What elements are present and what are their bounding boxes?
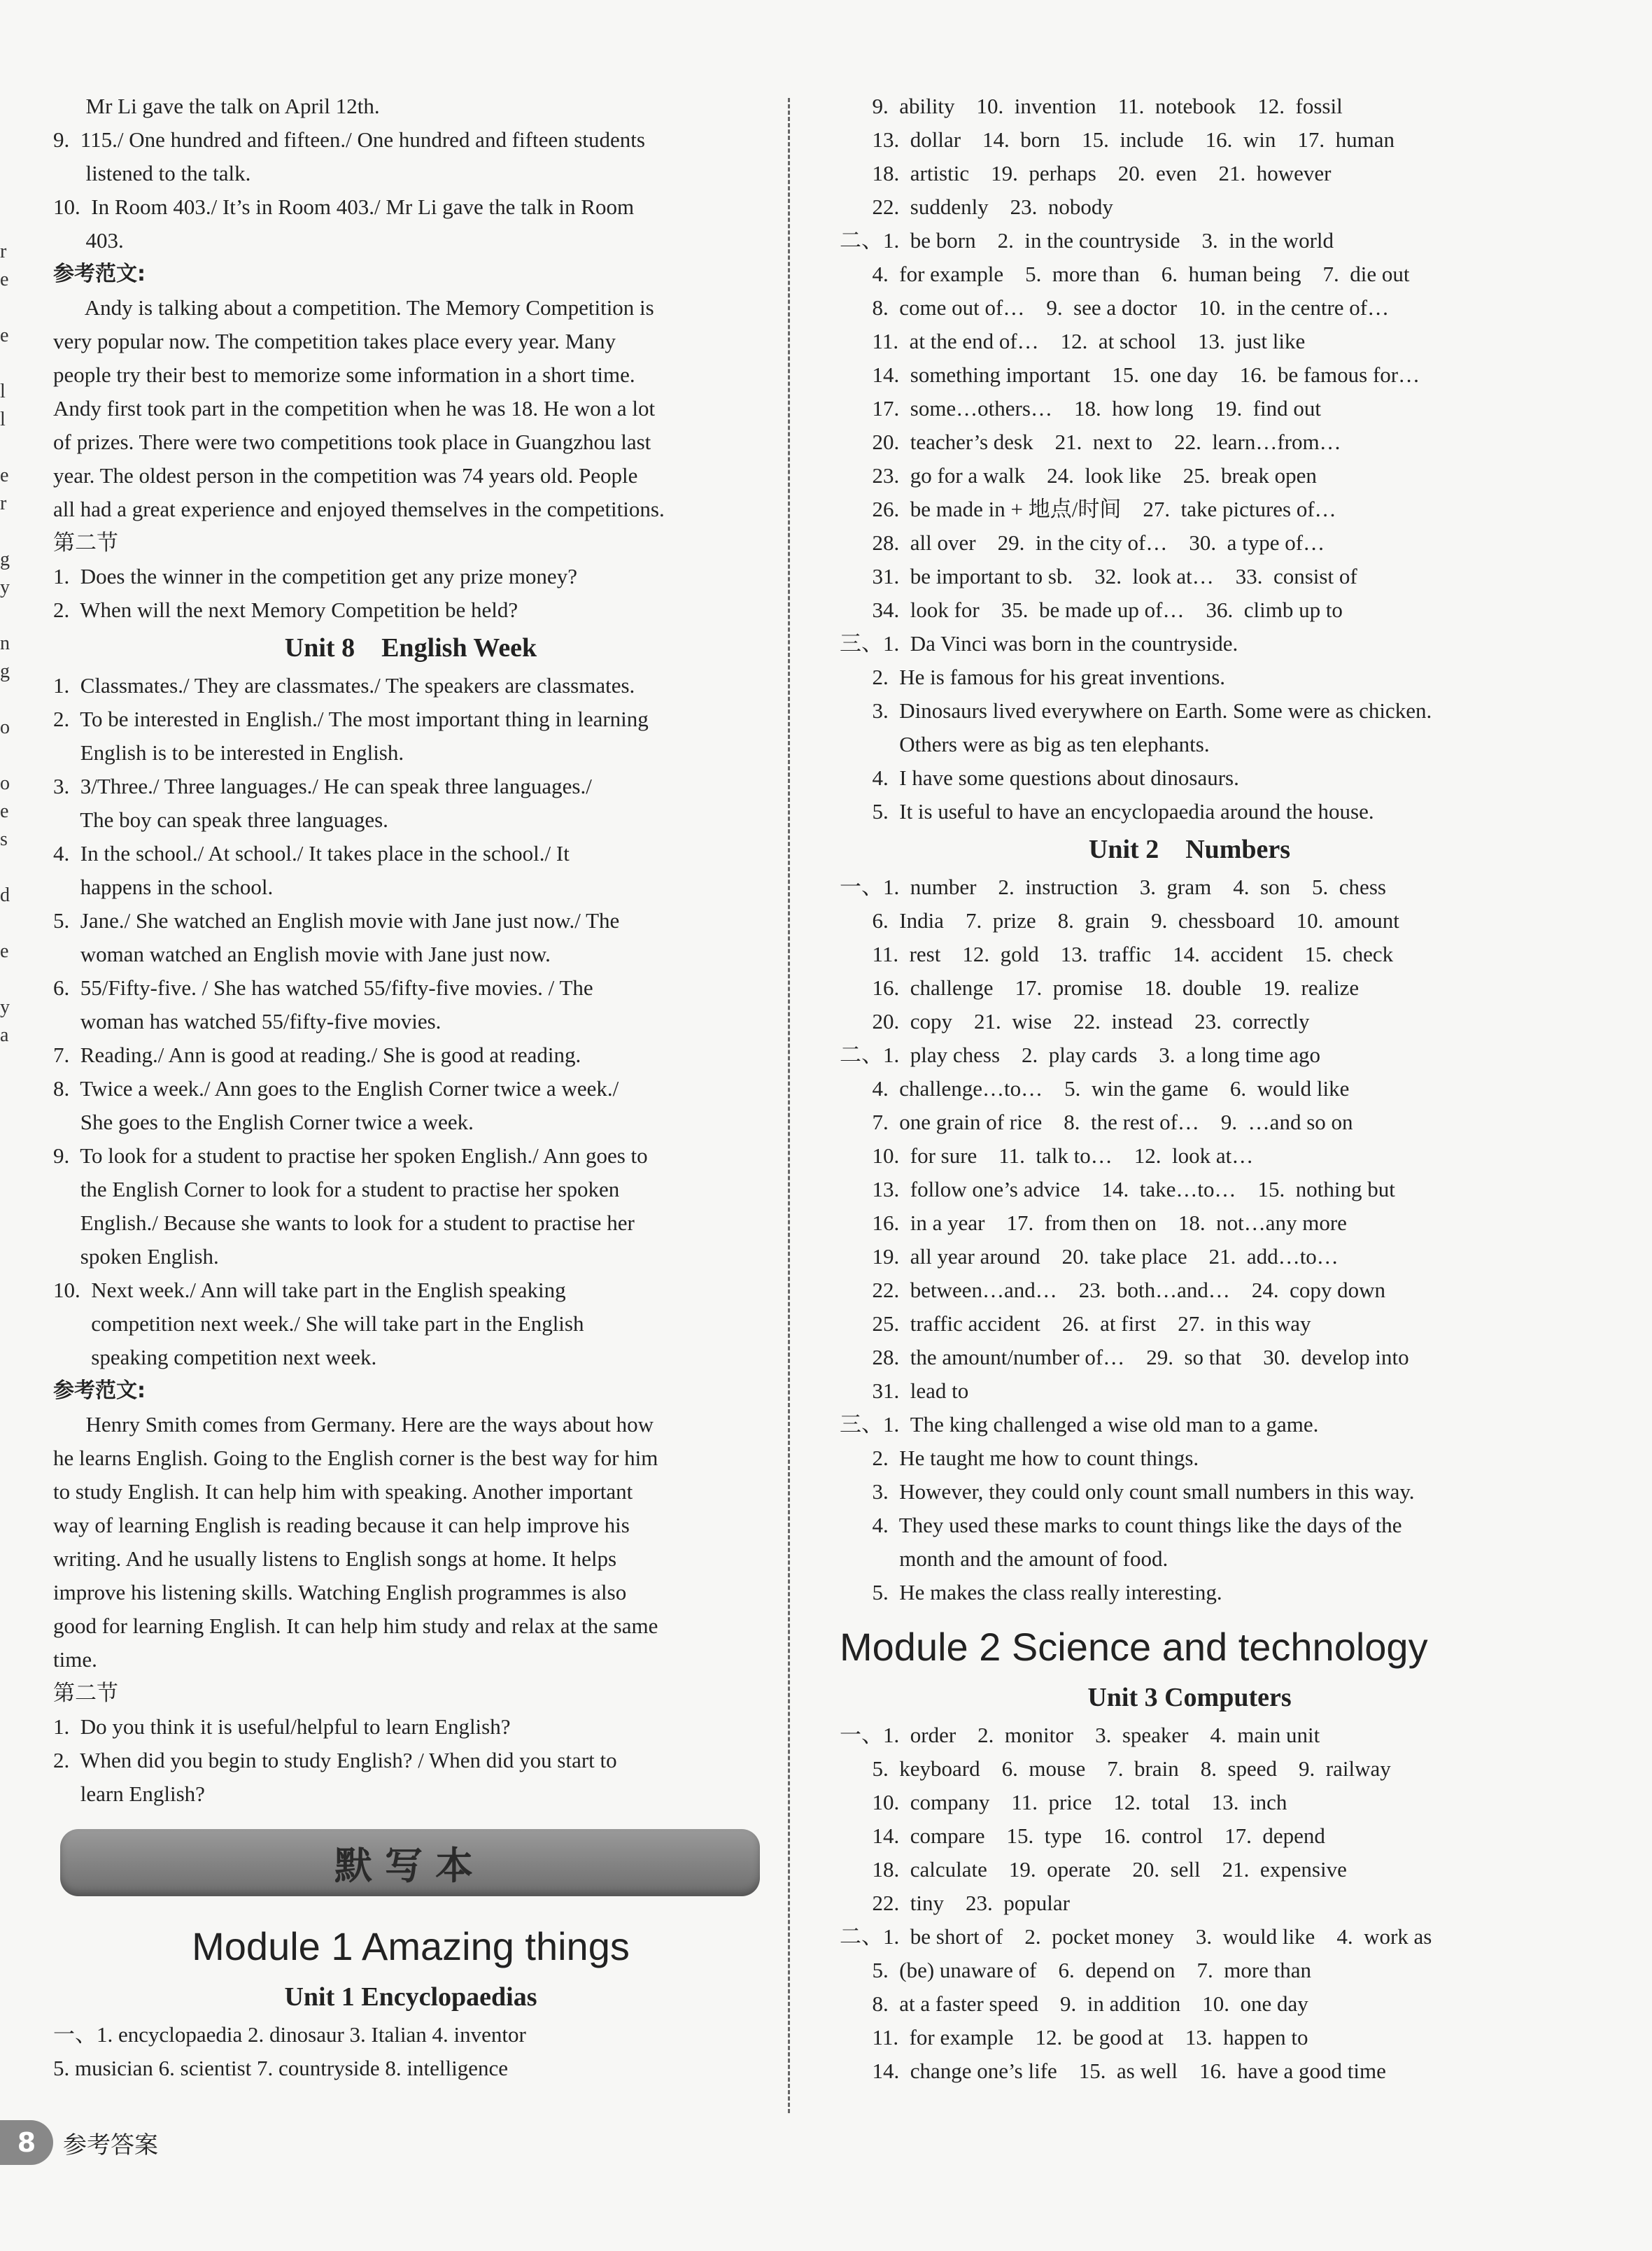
edge-letter: r xyxy=(0,493,7,514)
list-item: very popular now. The competition takes place every year. Many xyxy=(53,329,616,353)
edge-letter xyxy=(0,686,17,714)
list-item: listened to the talk. xyxy=(53,161,251,185)
right-column xyxy=(840,90,1539,2088)
list-item: people try their best to memorize some information in a short time. xyxy=(53,362,635,387)
list-item: 5. musician 6. scientist 7. countryside 8. intelligence xyxy=(53,2056,509,2080)
list-item: 13. follow one’s advice 14. take…to… 15. nothing but xyxy=(840,1177,1395,1201)
list-item: 三、1. Da Vinci was born in the countryside. xyxy=(840,631,1238,656)
list-item: 二、1. play chess 2. play cards 3. a long time ago xyxy=(840,1043,1321,1067)
right-answer-lines xyxy=(840,90,1539,1609)
list-item: year. The oldest person in the competition was 74 years old. People xyxy=(53,463,638,488)
left-column xyxy=(53,90,768,2085)
list-item: 20. teacher’s desk 21. next to 22. learn…from… xyxy=(840,430,1341,454)
list-item: 参考范文: xyxy=(53,262,146,286)
list-item: 7. Reading./ Ann is good at reading./ She is good at reading. xyxy=(53,1043,581,1067)
list-item: 5. (be) unaware of 6. depend on 7. more than xyxy=(840,1958,1312,1982)
edge-letter: y xyxy=(0,577,10,598)
page-footer xyxy=(0,2120,158,2165)
list-item: 16. challenge 17. promise 18. double 19. realize xyxy=(840,975,1360,1000)
unit-1-title: Unit 1 Encyclopaedias xyxy=(284,1982,537,2012)
list-item: 4. for example 5. more than 6. human being 7. die out xyxy=(840,262,1410,286)
page-number: 8 xyxy=(0,2120,53,2165)
edge-letter xyxy=(0,434,17,462)
list-item: 403. xyxy=(53,228,124,253)
module-1-title: Module 1 Amazing things xyxy=(192,1924,630,1968)
list-item: to study English. It can help him with speaking. Another important xyxy=(53,1479,633,1504)
list-item: 11. for example 12. be good at 13. happen to xyxy=(840,2025,1308,2049)
list-item: 6. India 7. prize 8. grain 9. chessboard 10. amount xyxy=(840,908,1399,933)
edge-letter: y xyxy=(0,996,10,1018)
edge-letter xyxy=(0,742,17,770)
list-item: 34. look for 35. be made up of… 36. climb up to xyxy=(840,598,1343,622)
edge-letter: r xyxy=(0,241,7,262)
edge-letter: l xyxy=(0,409,6,430)
list-item: 第二节 xyxy=(53,530,118,555)
list-item: competition next week./ She will take part in the English xyxy=(53,1311,584,1336)
list-item: 7. one grain of rice 8. the rest of… 9. …and so on xyxy=(840,1110,1353,1134)
list-item: English./ Because she wants to look for a student to practise her xyxy=(53,1211,635,1235)
edge-letter: a xyxy=(0,1024,9,1046)
list-item: way of learning English is reading because it can help improve his xyxy=(53,1513,630,1537)
unit-3-lines xyxy=(840,1719,1539,2088)
list-item: 9. 115./ One hundred and fifteen./ One hundred and fifteen students xyxy=(53,127,645,152)
list-item: 18. artistic 19. perhaps 20. even 21. however xyxy=(840,161,1332,185)
list-item: 10. company 11. price 12. total 13. inch xyxy=(840,1790,1287,1814)
edge-letter: l xyxy=(0,381,6,402)
list-item: 10. for sure 11. talk to… 12. look at… xyxy=(840,1143,1254,1168)
list-item: 三、1. The king challenged a wise old man to a game. xyxy=(840,1412,1319,1437)
list-item: 4. I have some questions about dinosaurs. xyxy=(840,765,1239,790)
list-item: 5. It is useful to have an encyclopaedia around the house. xyxy=(840,799,1374,824)
list-item: 13. dollar 14. born 15. include 16. win 17. human xyxy=(840,127,1395,152)
edge-letter: e xyxy=(0,465,9,486)
list-item: The boy can speak three languages. xyxy=(53,807,388,832)
list-item: 26. be made in + 地点/时间 27. take pictures of… xyxy=(840,497,1336,521)
list-item: 23. go for a walk 24. look like 25. break open xyxy=(840,463,1317,488)
list-item: 4. challenge…to… 5. win the game 6. would like xyxy=(840,1076,1350,1101)
list-item: English is to be interested in English. xyxy=(53,740,404,765)
list-item: 1. Do you think it is useful/helpful to learn English? xyxy=(53,1714,511,1739)
list-item: 22. suddenly 23. nobody xyxy=(840,195,1113,219)
column-divider xyxy=(788,98,790,2113)
list-item: woman has watched 55/fifty-five movies. xyxy=(53,1009,442,1033)
list-item: 1. Does the winner in the competition get any prize money? xyxy=(53,564,577,588)
list-item: the English Corner to look for a student to practise her spoken xyxy=(53,1177,620,1201)
list-item: 参考范文: xyxy=(53,1378,146,1403)
list-item: 25. traffic accident 26. at first 27. in this way xyxy=(840,1311,1311,1336)
list-item: She goes to the English Corner twice a week. xyxy=(53,1110,474,1134)
list-item: Andy is talking about a competition. The Memory Competition is xyxy=(53,295,654,320)
list-item: 2. He is famous for his great inventions. xyxy=(840,665,1226,689)
list-item: Henry Smith comes from Germany. Here are the ways about how xyxy=(53,1412,654,1437)
edge-letter: d xyxy=(0,884,10,906)
list-item: Mr Li gave the talk on April 12th. xyxy=(53,94,380,118)
edge-letter xyxy=(0,518,17,546)
list-item: time. xyxy=(53,1647,97,1672)
list-item: writing. And he usually listens to English songs at home. It helps xyxy=(53,1546,617,1571)
module-2-title: Module 2 Science and technology xyxy=(840,1625,1428,1669)
list-item: 4. In the school./ At school./ It takes place in the school./ It xyxy=(53,841,570,866)
list-item: 31. lead to xyxy=(840,1378,969,1403)
list-item: 10. Next week./ Ann will take part in the English speaking xyxy=(53,1278,566,1302)
list-item: good for learning English. It can help him study and relax at the same xyxy=(53,1614,658,1638)
list-item: 2. When will the next Memory Competition be held? xyxy=(53,598,518,622)
edge-letter: e xyxy=(0,325,9,346)
list-item: 二、1. be born 2. in the countryside 3. in the world xyxy=(840,228,1334,253)
list-item: happens in the school. xyxy=(53,875,274,899)
edge-letter: g xyxy=(0,549,10,570)
edge-letter: n xyxy=(0,633,10,654)
list-item: 3. However, they could only count small numbers in this way. xyxy=(840,1479,1415,1504)
list-item: 4. They used these marks to count things like the days of the xyxy=(840,1513,1402,1537)
list-item: 9. ability 10. invention 11. notebook 12. fossil xyxy=(840,94,1343,118)
list-item: 8. come out of… 9. see a doctor 10. in the centre of… xyxy=(840,295,1390,320)
list-item: 2. To be interested in English./ The most important thing in learning xyxy=(53,707,649,731)
unit-3-title: Unit 3 Computers xyxy=(1087,1683,1292,1712)
edge-letter xyxy=(0,966,17,994)
edge-letter: e xyxy=(0,800,9,822)
list-item: learn English? xyxy=(53,1781,205,1806)
list-item: month and the amount of food. xyxy=(840,1546,1169,1571)
list-item: 第二节 xyxy=(53,1681,118,1705)
list-item: 5. keyboard 6. mouse 7. brain 8. speed 9. railway xyxy=(840,1756,1391,1781)
list-item: woman watched an English movie with Jane just now. xyxy=(53,942,551,966)
list-item: 1. Classmates./ They are classmates./ The speakers are classmates. xyxy=(53,673,635,698)
edge-letter: e xyxy=(0,269,9,290)
edge-letter: o xyxy=(0,772,10,794)
edge-letter xyxy=(0,854,17,882)
list-item: 31. be important to sb. 32. look at… 33. consist of xyxy=(840,564,1357,588)
list-item: 14. something important 15. one day 16. be famous for… xyxy=(840,362,1420,387)
edge-letter: g xyxy=(0,661,10,682)
list-item: Others were as big as ten elephants. xyxy=(840,732,1210,756)
list-item: 9. To look for a student to practise her spoken English./ Ann goes to xyxy=(53,1143,648,1168)
list-item: 14. change one’s life 15. as well 16. have a good time xyxy=(840,2059,1386,2083)
list-item: he learns English. Going to the English corner is the best way for him xyxy=(53,1446,658,1470)
list-item: 3. 3/Three./ Three languages./ He can speak three languages./ xyxy=(53,774,592,798)
list-item: 8. at a faster speed 9. in addition 10. one day xyxy=(840,1991,1308,2016)
list-item: spoken English. xyxy=(53,1244,219,1269)
list-item: of prizes. There were two competitions took place in Guangzhou last xyxy=(53,430,651,454)
list-item: all had a great experience and enjoyed themselves in the competitions. xyxy=(53,497,665,521)
list-item: 一、1. order 2. monitor 3. speaker 4. main unit xyxy=(840,1723,1320,1747)
list-item: 28. the amount/number of… 29. so that 30. develop into xyxy=(840,1345,1409,1369)
list-item: 22. tiny 23. popular xyxy=(840,1891,1070,1915)
list-item: 18. calculate 19. operate 20. sell 21. expensive xyxy=(840,1857,1347,1882)
list-item: 17. some…others… 18. how long 19. find out xyxy=(840,396,1321,421)
edge-letter xyxy=(0,294,17,322)
list-item: 5. He makes the class really interesting. xyxy=(840,1580,1222,1604)
list-item: 5. Jane./ She watched an English movie with Jane just now./ The xyxy=(53,908,620,933)
dictation-banner xyxy=(60,1829,760,1896)
list-item: 一、1. encyclopaedia 2. dinosaur 3. Italian 4. inventor xyxy=(53,2022,526,2047)
list-item: 8. Twice a week./ Ann goes to the English Corner twice a week./ xyxy=(53,1076,619,1101)
list-item: 20. copy 21. wise 22. instead 23. correctly xyxy=(840,1009,1310,1033)
list-item: 16. in a year 17. from then on 18. not…any more xyxy=(840,1211,1347,1235)
list-item: 19. all year around 20. take place 21. add…to… xyxy=(840,1244,1339,1269)
unit-title: Unit 8 English Week xyxy=(284,633,537,663)
edge-letter: s xyxy=(0,828,8,850)
list-item: 14. compare 15. type 16. control 17. depend xyxy=(840,1823,1325,1848)
list-item: 11. rest 12. gold 13. traffic 14. accident 15. check xyxy=(840,942,1394,966)
list-item: 22. between…and… 23. both…and… 24. copy down xyxy=(840,1278,1386,1302)
list-item: 二、1. be short of 2. pocket money 3. would like 4. work as xyxy=(840,1924,1432,1949)
list-item: 10. In Room 403./ It’s in Room 403./ Mr Li gave the talk in Room xyxy=(53,195,635,219)
list-item: improve his listening skills. Watching English programmes is also xyxy=(53,1580,627,1604)
list-item: 2. When did you begin to study English? / When did you start to xyxy=(53,1748,617,1772)
footer-label: 参考答案 xyxy=(63,2131,158,2159)
list-item: Andy first took part in the competition when he was 18. He won a lot xyxy=(53,396,656,421)
edge-letter xyxy=(0,602,17,630)
unit-title: Unit 2 Numbers xyxy=(1088,835,1291,864)
list-item: 28. all over 29. in the city of… 30. a type of… xyxy=(840,530,1325,555)
list-item: 2. He taught me how to count things. xyxy=(840,1446,1199,1470)
left-answer-lines xyxy=(53,90,768,1811)
banner-title: 默写本 xyxy=(334,1843,486,1888)
edge-letter xyxy=(0,910,17,938)
edge-letter xyxy=(0,350,17,378)
list-item: 11. at the end of… 12. at school 13. just like xyxy=(840,329,1306,353)
list-item: speaking competition next week. xyxy=(53,1345,377,1369)
binding-edge-letters xyxy=(0,238,17,1050)
edge-letter: o xyxy=(0,717,10,738)
list-item: 6. 55/Fifty-five. / She has watched 55/fifty-five movies. / The xyxy=(53,975,593,1000)
list-item: 一、1. number 2. instruction 3. gram 4. son 5. chess xyxy=(840,875,1386,899)
list-item: 3. Dinosaurs lived everywhere on Earth. Some were as chicken. xyxy=(840,698,1432,723)
edge-letter: e xyxy=(0,940,9,962)
